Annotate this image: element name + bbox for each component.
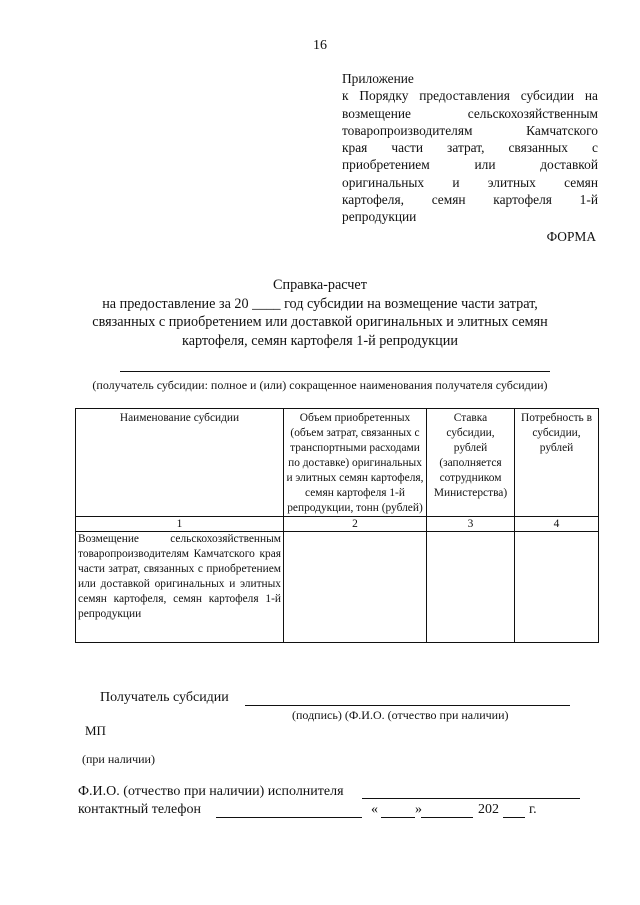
annex-block bbox=[342, 70, 598, 226]
recipient-field-line[interactable] bbox=[120, 371, 550, 372]
date-year-suffix: г. bbox=[529, 802, 537, 817]
signature-field-line[interactable] bbox=[245, 705, 570, 706]
header-need: Потребность в субсидии, рублей bbox=[515, 409, 599, 517]
title-line: на предоставление за 20 ____ год субсидии на возмещение части затрат, bbox=[102, 295, 538, 312]
date-month-field[interactable] bbox=[421, 817, 473, 818]
stamp-note: (при наличии) bbox=[82, 752, 155, 766]
signature-caption: (подпись) (Ф.И.О. (отчество при наличии) bbox=[292, 708, 509, 722]
annex-line: возмещение сельскохозяйственным bbox=[342, 105, 598, 121]
annex-line: репродукции bbox=[342, 209, 417, 225]
need-cell[interactable] bbox=[515, 532, 599, 643]
column-number: 4 bbox=[515, 517, 599, 532]
title-line: картофеля, семян картофеля 1-й репродукции bbox=[182, 332, 458, 349]
table-header-row bbox=[76, 409, 599, 517]
annex-line: товаропроизводителям Камчатского bbox=[342, 122, 598, 138]
annex-line: края части затрат, связанных с bbox=[342, 140, 598, 156]
header-rate: Ставка субсидии, рублей (заполняется сотрудником Министерства) bbox=[427, 409, 515, 517]
executor-label: Ф.И.О. (отчество при наличии) исполнителя bbox=[78, 784, 344, 799]
annex-line: приобретением или доставкой bbox=[342, 157, 598, 173]
date-quote-open: « bbox=[371, 802, 378, 817]
form-label: ФОРМА bbox=[546, 229, 596, 244]
date-year-field[interactable] bbox=[503, 817, 525, 818]
column-number-row bbox=[76, 517, 599, 532]
date-quote-close: » bbox=[415, 802, 422, 817]
recipient-caption: (получатель субсидии: полное и (или) сокращенное наименования получателя субсидии) bbox=[92, 378, 548, 392]
column-number: 2 bbox=[284, 517, 427, 532]
volume-cell[interactable] bbox=[284, 532, 427, 643]
executor-field-line[interactable] bbox=[362, 798, 580, 799]
date-year-prefix: 202 bbox=[478, 802, 499, 817]
column-number: 3 bbox=[427, 517, 515, 532]
annex-line: оригинальных и элитных семян bbox=[342, 174, 598, 190]
header-subsidy-name: Наименование субсидии bbox=[76, 409, 284, 517]
page-number: 16 bbox=[313, 38, 327, 53]
title-line: Справка-расчет bbox=[273, 277, 367, 293]
annex-heading: Приложение bbox=[342, 71, 414, 86]
header-volume: Объем приобретенных (объем затрат, связанных с транспортными расходами по доставке) оригинальных и элитных семян картофеля, семян картофеля 1-й репродукции, тонн (рублей) bbox=[284, 409, 427, 517]
subsidy-table bbox=[75, 408, 599, 643]
subsidy-name-cell: Возмещение сельскохозяйственным товаропроизводителям Камчатского края части затрат, связанных с приобретением или доставкой оригинальных и элитных семян картофеля, семян картофеля 1-й репродукции bbox=[76, 532, 284, 643]
table-row bbox=[76, 532, 599, 643]
phone-label: контактный телефон bbox=[78, 802, 201, 817]
rate-cell[interactable] bbox=[427, 532, 515, 643]
signature-label: Получатель субсидии bbox=[100, 690, 229, 705]
phone-field-line[interactable] bbox=[216, 817, 362, 818]
annex-line: к Порядку предоставления субсидии на bbox=[342, 88, 598, 104]
column-number: 1 bbox=[76, 517, 284, 532]
date-day-field[interactable] bbox=[381, 817, 415, 818]
document-title bbox=[0, 276, 640, 350]
title-line: связанных с приобретением или доставкой оригинальных и элитных семян bbox=[92, 314, 548, 331]
stamp-label: МП bbox=[85, 723, 106, 738]
annex-line: картофеля, семян картофеля 1-й bbox=[342, 192, 598, 208]
